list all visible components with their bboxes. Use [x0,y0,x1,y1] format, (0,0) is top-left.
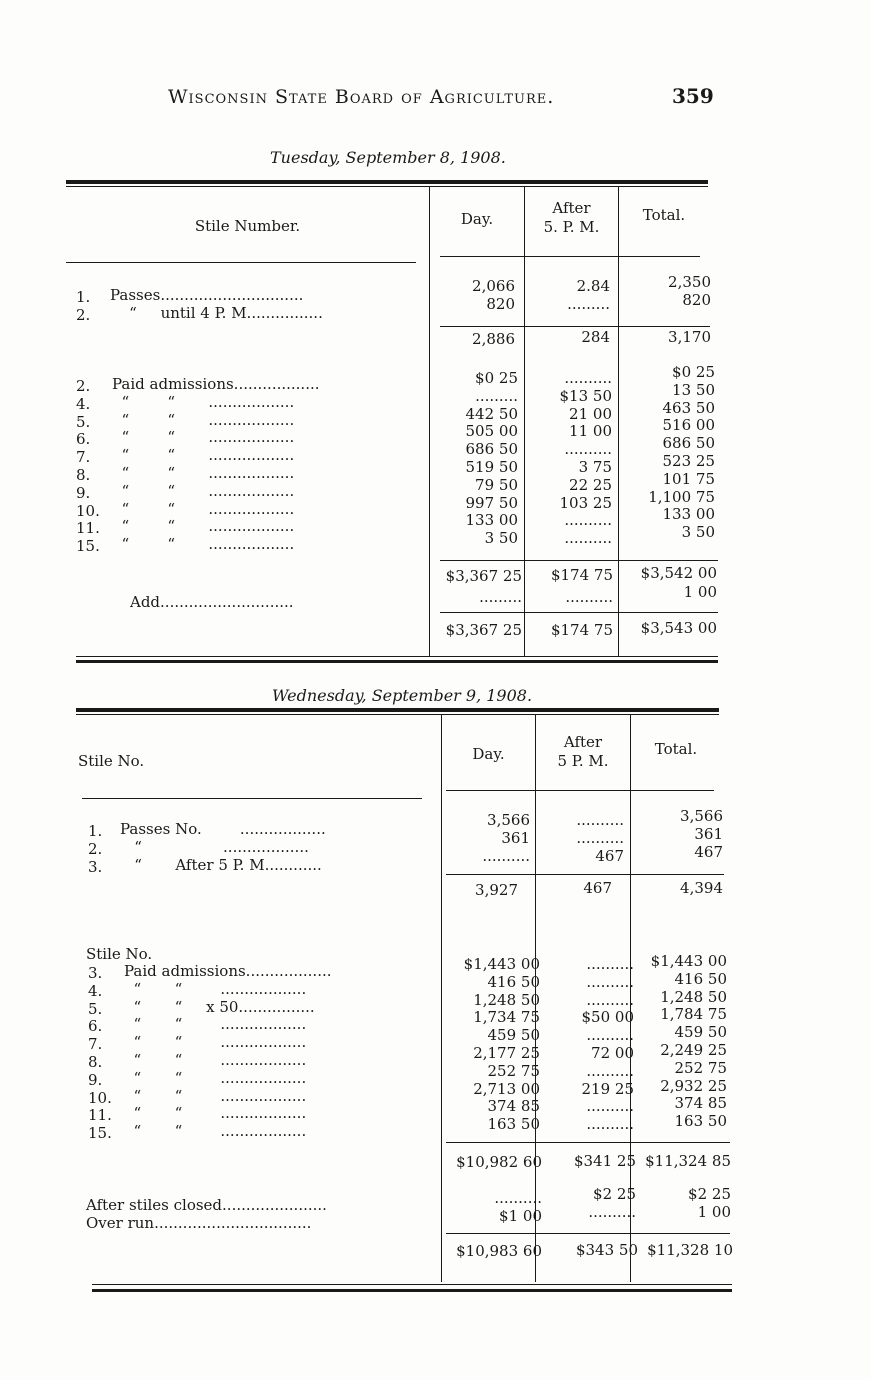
table1-paid-total: $0 25 13 50 463 50 516 00 686 50 523 25 101 75 1,100 75 133 00 3 50 [648,363,715,542]
table1-paid-sub-after: $174 75 [550,566,613,584]
table2-passes-sub-total: 4,394 [680,879,723,897]
table1-passes-sub-total: 3,170 [668,328,711,346]
table2-header-rule-cols [446,790,714,791]
table2-header-after: After 5 P. M. [557,733,609,770]
table2-paid-sub-after: $341 25 [573,1152,636,1170]
table1-passes-sub-day: 2,886 [472,330,515,348]
running-head: Wisconsin State Board of Agriculture. [168,86,555,108]
table2-passes-sub-day: 3,927 [475,881,518,899]
table1-passes-sub-rule [440,326,710,327]
table2-grand-total: $11,328 10 [647,1241,733,1259]
table2-paid-day: $1,443 00 416 50 1,248 50 1,734 75 459 50 2,177 25 252 75 2,713 00 374 85 163 50 [463,955,540,1134]
table2-passes-numbers: 1. 2. 3. [88,822,103,876]
table1-add-day: ......... [479,588,522,606]
table1-add-total: 1 00 [683,583,717,601]
table2-top-rule-thin [76,714,719,715]
table2-grand-rule [446,1233,730,1234]
table1-add-label: Add............................ [130,593,294,611]
table2-passes-sub-rule [446,874,724,875]
table1-passes-sub-after: 284 [581,328,610,346]
table1-passes-after: 2.84 ......... [567,277,610,313]
table1-header-day: Day. [460,210,494,228]
table1-paid-day: $0 25 ......... 442 50 505 00 686 50 519 50 79 50 997 50 133 00 3 50 [465,369,518,548]
table1-header-rule-cols [440,256,700,257]
table1-top-rule-thin [66,186,708,187]
table2-passes-total: 3,566 361 467 [680,807,723,861]
table2-header-day: Day. [472,745,505,763]
table2-passes-after: .......... .......... 467 [576,811,624,865]
table1-grand-total: $3,543 00 [640,619,717,637]
table1-top-rule [66,180,708,184]
table1-bottom-rule-thick [76,660,718,663]
table1-paid-numbers: 2. 4. 5. 6. 7. 8. 9. 10. 11. 15. [76,377,100,556]
table2-extra-labels: After stiles closed...................... Over run................................. [86,1196,327,1232]
table2-passes-labels: Passes No. .................. “ .................. “ After 5 P. M............ [120,820,326,874]
table2-bottom-rule-thick [92,1289,732,1292]
table2-passes-day: 3,566 361 .......... [482,811,530,865]
table2-passes-sub-after: 467 [583,879,612,897]
table1-paid-sub-rule [440,560,718,561]
table2-stile-no-label: Stile No. [86,945,153,963]
table2-title: Wednesday, September 9, 1908. [272,686,533,705]
table2-paid-after: .......... .......... .......... $50 00 .......... 72 00 .......... 219 25 .......... .......... [581,955,634,1134]
table2-extra-total: $2 25 1 00 [688,1185,731,1221]
table1-title: Tuesday, September 8, 1908. [270,148,506,167]
table1-paid-sub-day: $3,367 25 [445,567,522,585]
table1-bottom-rule [76,656,718,657]
table1-grand-after: $174 75 [550,621,613,639]
page-number: 359 [672,84,714,108]
table2-extra-day: .......... $1 00 [494,1189,542,1225]
table2-extra-after: $2 25 .......... [588,1185,636,1221]
table2-paid-sub-rule [446,1142,730,1143]
table2-grand-day: $10,983 60 [456,1242,542,1260]
table1-add-after: .......... [565,588,613,606]
table1-header-stile: Stile Number. [194,217,301,235]
table1-paid-labels: Paid admissions.................. “ “ .................. “ “ .................. “ “ .................. “ “ .................. “ “ .................. “ “ .................. “ “ .................. “ “ .................. “ “ .................. [112,375,320,554]
table1-grand-day: $3,367 25 [445,621,522,639]
table2-top-rule [76,708,719,712]
table2-paid-sub-day: $10,982 60 [456,1153,542,1171]
table1-header-after: After 5. P. M. [543,199,600,236]
table2-paid-total: $1,443 00 416 50 1,248 50 1,784 75 459 50 2,249 25 252 75 2,932 25 374 85 163 50 [650,952,727,1131]
table2-bottom-rule [92,1284,732,1285]
table1-passes-numbers: 1. 2. [76,288,91,324]
table1-passes-total: 2,350 820 [668,273,711,309]
table2-header-total: Total. [654,740,698,758]
table2-header-stile: Stile No. [78,752,145,770]
table1-header-total: Total. [642,206,686,224]
table2-paid-numbers: 3. 4. 5. 6. 7. 8. 9. 10. 11. 15. [88,964,112,1143]
table1-passes-labels: Passes.............................. “ until 4 P. M................ [110,286,323,322]
table2-paid-sub-total: $11,324 85 [645,1152,731,1170]
table1-passes-day: 2,066 820 [472,277,515,313]
table1-paid-sub-total: $3,542 00 [640,564,717,582]
table2-header-rule [82,798,422,799]
table1-paid-after: .......... $13 50 21 00 11 00 .......... 3 75 22 25 103 25 .......... .......... [559,369,612,548]
table1-header-rule [66,262,416,263]
table2-paid-labels: Paid admissions.................. “ “ .................. “ “ x 50................ “ “ .................. “ “ .................. “ “ .................. “ “ .................. “ “ .................. “ “ .................. “ “ .................. [124,962,332,1141]
table2-grand-after: $343 50 [575,1241,638,1259]
table1-grand-rule [440,612,718,613]
